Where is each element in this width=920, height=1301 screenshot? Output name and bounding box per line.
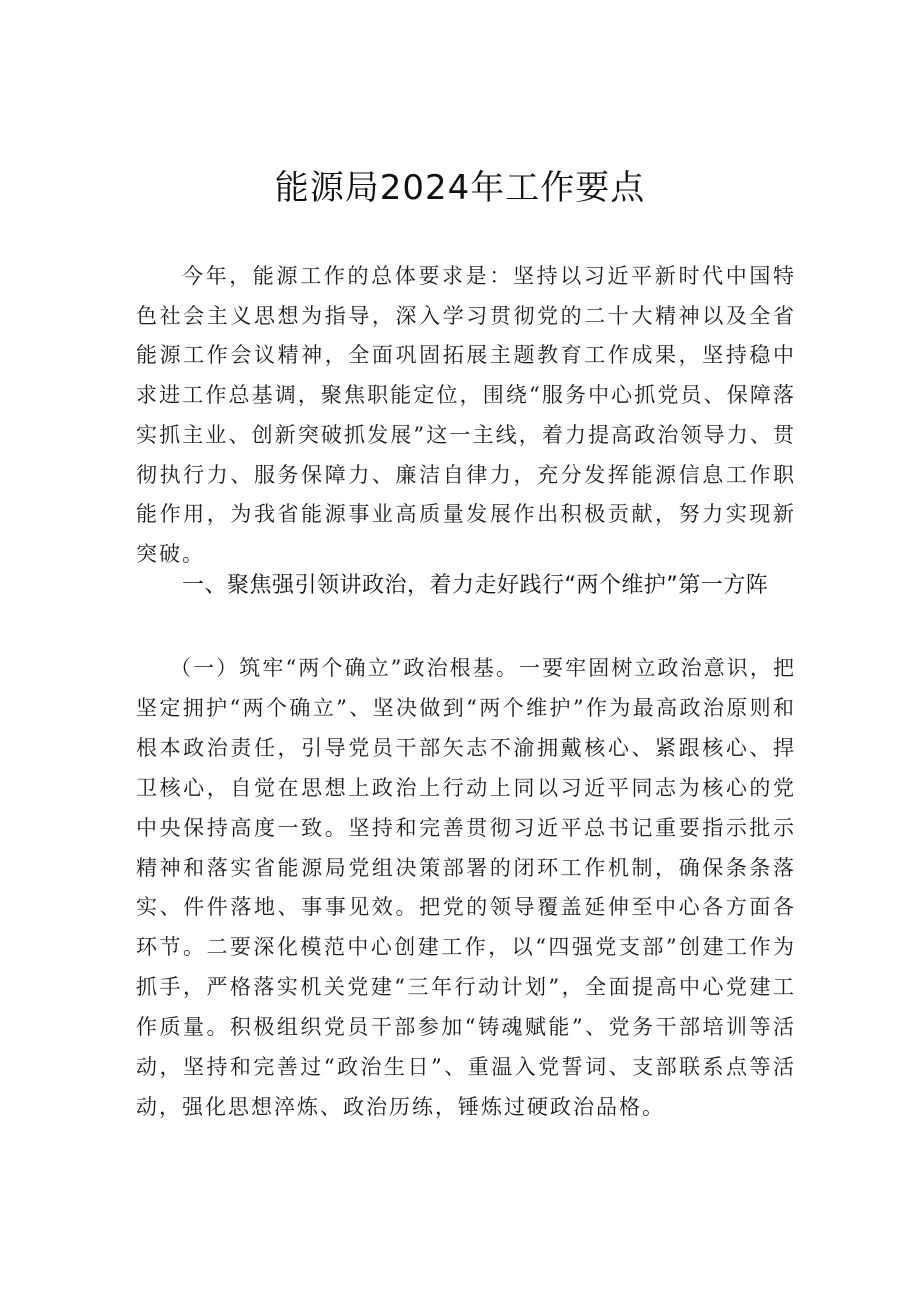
document-title: 能源局2024年工作要点 (274, 168, 646, 208)
section-heading: 一、聚焦强引领讲政治，着力走好践行“两个维护”第一方阵 (182, 573, 769, 598)
intro-paragraph: 今年，能源工作的总体要求是：坚持以习近平新时代中国特色社会主义思想为指导，深入学习贯彻党的二十大精神以及全省能源工作会议精神，全面巩固拓展主题教育工作成果，坚持稳中求进工作总基调，聚焦职能定位，围绕“服务中心抓党员、保障落实抓主业、创新突破抓发展”这一主线，着力提高政治领导力、贯彻执行力、服务保障力、廉洁自律力，充分发挥能源信息工作职能作用，为我省能源事业高质量发展作出积极贡献，努力实现新突破。 (136, 264, 796, 566)
section-paragraph: （一）筑牢“两个确立”政治根基。一要牢固树立政治意识，把坚定拥护“两个确立”、坚决做到“两个维护”作为最高政治原则和根本政治责任，引导党员干部矢志不渝拥戴核心、紧跟核心、捍卫核心，自觉在思想上政治上行动上同以习近平同志为核心的党中央保持高度一致。坚持和完善贯彻习近平总书记重要指示批示精神和落实省能源局党组决策部署的闭环工作机制，确保条条落实、件件落地、事事见效。把党的领导覆盖延伸至中心各方面各环节。二要深化模范中心创建工作，以“四强党支部”创建工作为抓手，严格落实机关党建“三年行动计划”，全面提高中心党建工作质量。积极组织党员干部参加“铸魂赋能”、党务干部培训等活动，坚持和完善过“政治生日”、重温入党誓词、支部联系点等活动，强化思想淬炼、政治历练，锤炼过硬政治品格。 (136, 656, 796, 1119)
